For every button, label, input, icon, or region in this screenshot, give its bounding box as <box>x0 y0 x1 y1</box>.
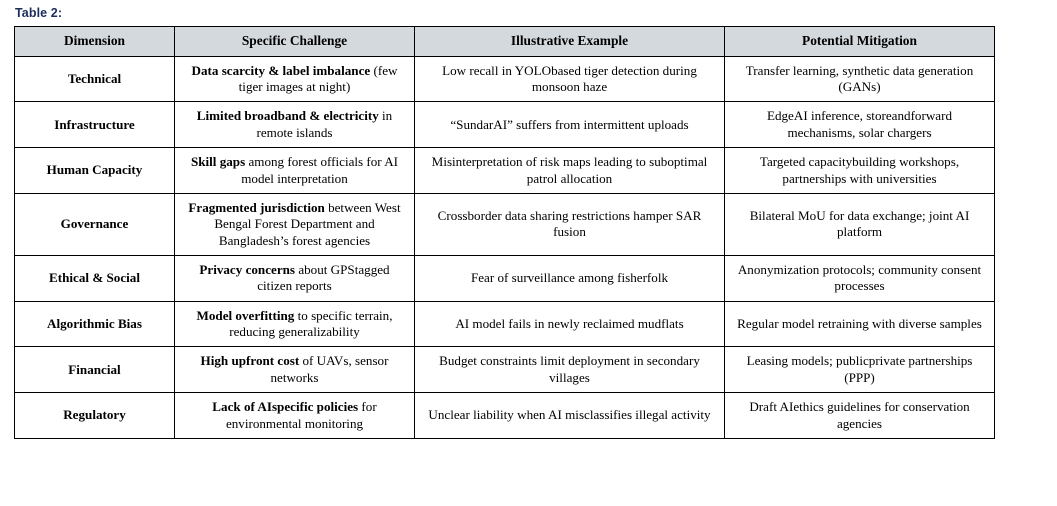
cell-challenge-bold: Skill gaps <box>190 154 246 170</box>
table-row <box>15 347 995 393</box>
cell-example: AI model fails in newly reclaimed mudflats <box>415 301 725 347</box>
table-row <box>15 56 995 102</box>
cell-dimension: Financial <box>15 347 175 393</box>
cell-challenge <box>175 393 415 439</box>
table-header-row <box>15 27 995 57</box>
cell-challenge-rest: to specific terrain, reducing generalizability <box>229 307 393 340</box>
cell-challenge <box>175 193 415 255</box>
cell-mitigation: Regular model retraining with diverse samples <box>725 301 995 347</box>
cell-challenge-bold: Privacy concerns <box>199 261 296 277</box>
cell-challenge <box>175 255 415 301</box>
cell-dimension: Human Capacity <box>15 148 175 194</box>
cell-example: “SundarAI” suffers from intermittent uploads <box>415 102 725 148</box>
cell-mitigation: Draft AIethics guidelines for conservation agencies <box>725 393 995 439</box>
cell-dimension: Infrastructure <box>15 102 175 148</box>
cell-challenge-bold: Lack of AIspecific policies <box>212 399 359 415</box>
cell-challenge <box>175 56 415 102</box>
table-row <box>15 148 995 194</box>
column-header-dimension: Dimension <box>15 27 175 57</box>
cell-example: Fear of surveillance among fisherfolk <box>415 255 725 301</box>
cell-challenge <box>175 102 415 148</box>
cell-challenge-rest: about GPStagged citizen reports <box>257 261 390 294</box>
cell-challenge-rest: (few tiger images at night) <box>238 62 398 95</box>
table-row <box>15 393 995 439</box>
column-header-illustrative-example: Illustrative Example <box>415 27 725 57</box>
cell-example: Misinterpretation of risk maps leading to suboptimal patrol allocation <box>415 148 725 194</box>
cell-example: Crossborder data sharing restrictions hamper SAR fusion <box>415 193 725 255</box>
cell-dimension: Algorithmic Bias <box>15 301 175 347</box>
challenges-table <box>14 26 995 439</box>
cell-dimension: Governance <box>15 193 175 255</box>
cell-challenge-bold: Data scarcity & label imbalance <box>191 62 371 78</box>
table-row <box>15 255 995 301</box>
cell-challenge <box>175 347 415 393</box>
cell-challenge-bold: Model overfitting <box>196 307 295 323</box>
cell-challenge <box>175 148 415 194</box>
cell-dimension: Regulatory <box>15 393 175 439</box>
cell-challenge-rest: for environmental monitoring <box>225 399 377 431</box>
table-body <box>15 56 995 438</box>
table-row <box>15 193 995 255</box>
cell-challenge-rest: of UAVs, sensor networks <box>270 353 389 385</box>
cell-challenge <box>175 301 415 347</box>
cell-example: Unclear liability when AI misclassifies illegal activity <box>415 393 725 439</box>
table-row <box>15 301 995 347</box>
cell-mitigation: Bilateral MoU for data exchange; joint AI platform <box>725 193 995 255</box>
column-header-potential-mitigation: Potential Mitigation <box>725 27 995 57</box>
table-header <box>15 27 995 57</box>
cell-challenge-rest: in remote islands <box>256 108 393 140</box>
cell-challenge-rest: among forest officials for AI model interpretation <box>241 154 399 186</box>
cell-mitigation: EdgeAI inference, storeandforward mechanisms, solar chargers <box>725 102 995 148</box>
table-caption: Table 2: <box>15 6 63 20</box>
cell-challenge-rest: between West Bengal Forest Department and Bangladesh’s forest agencies <box>214 199 401 248</box>
cell-challenge-bold: High upfront cost <box>200 353 300 369</box>
cell-dimension: Ethical & Social <box>15 255 175 301</box>
cell-example: Low recall in YOLObased tiger detection during monsoon haze <box>415 56 725 102</box>
cell-mitigation: Targeted capacitybuilding workshops, partnerships with universities <box>725 148 995 194</box>
cell-dimension: Technical <box>15 56 175 102</box>
cell-mitigation: Leasing models; publicprivate partnerships (PPP) <box>725 347 995 393</box>
column-header-specific-challenge: Specific Challenge <box>175 27 415 57</box>
cell-example: Budget constraints limit deployment in secondary villages <box>415 347 725 393</box>
cell-mitigation: Transfer learning, synthetic data generation (GANs) <box>725 56 995 102</box>
cell-challenge-bold: Limited broadband & electricity <box>196 108 379 124</box>
cell-mitigation: Anonymization protocols; community consent processes <box>725 255 995 301</box>
cell-challenge-bold: Fragmented jurisdiction <box>188 199 325 215</box>
table-row <box>15 102 995 148</box>
